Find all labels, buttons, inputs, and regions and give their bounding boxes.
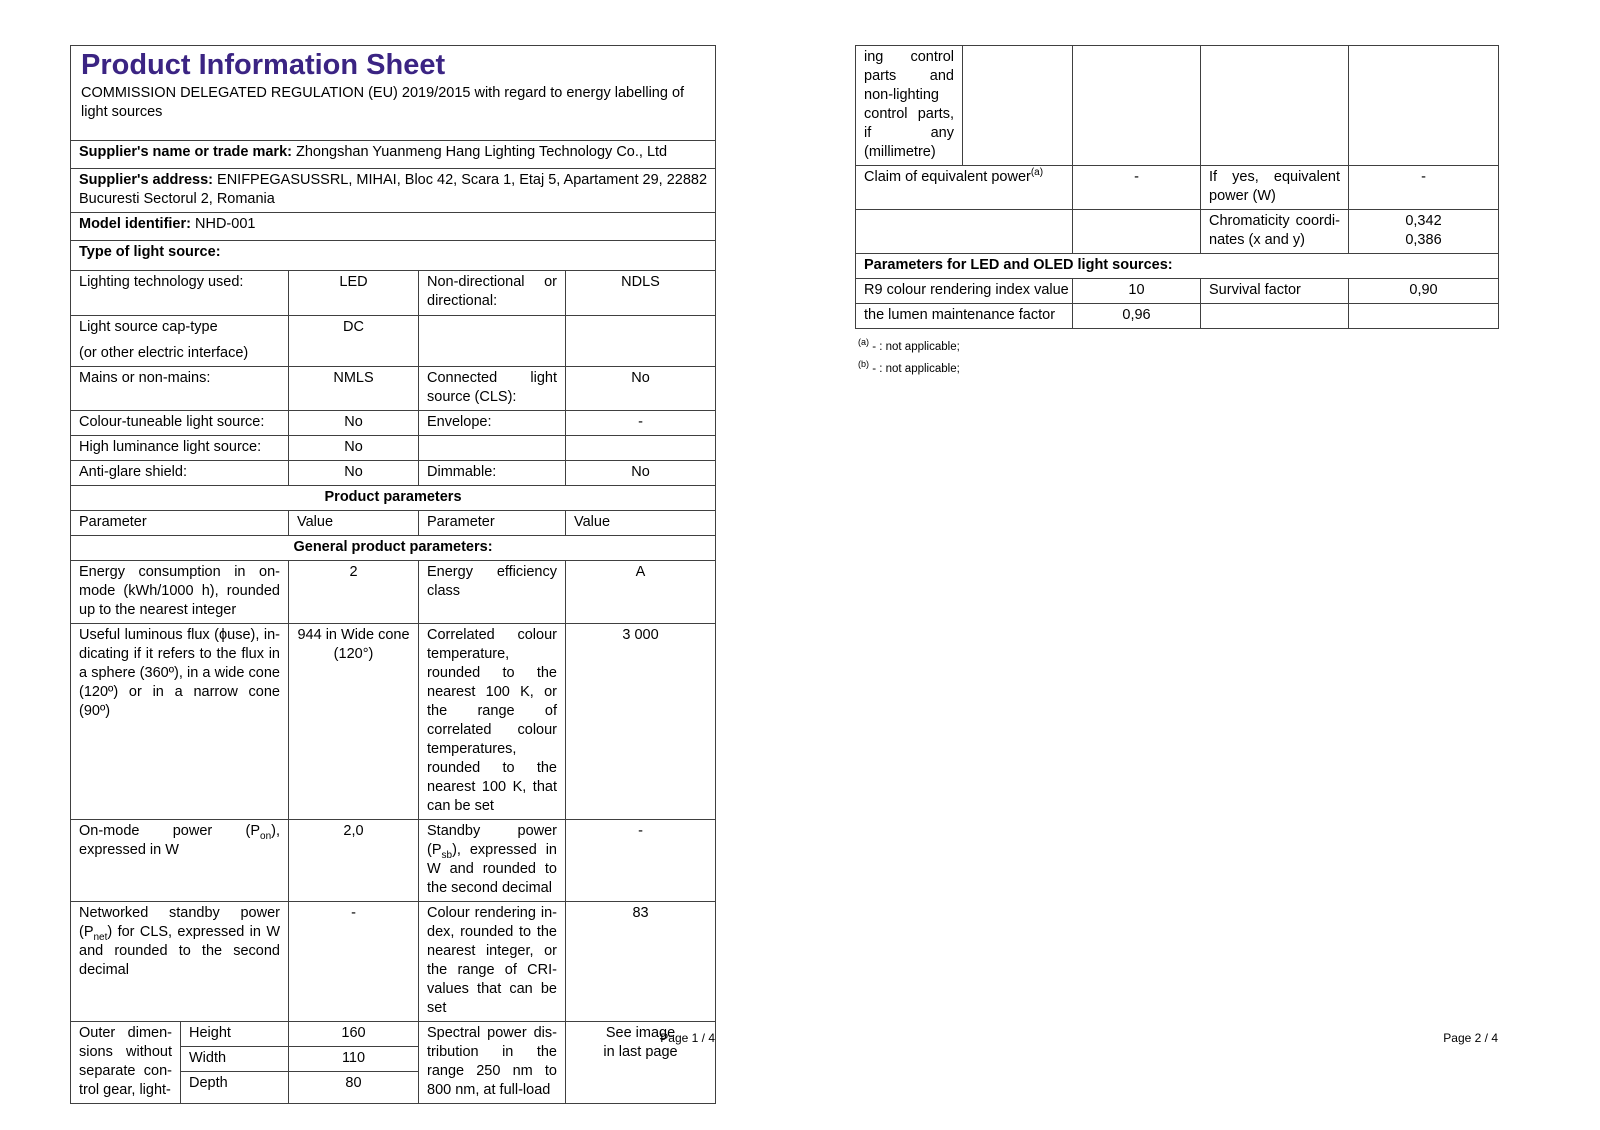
supplier-address-value: ENIFPEGASUSSRL, MIHAI, Bloc 42, Scara 1, Etaj 5, Apartament 29, 22882 Bucuresti Sectorul 2, Romania <box>79 172 708 207</box>
section-heading-row <box>856 254 1499 279</box>
value-cell-chromaticity <box>1349 210 1499 254</box>
param-cell-spectral: Spectral power distribution in the range 250 nm to 800 nm, at full-load <box>419 1022 566 1104</box>
empty-cell <box>963 46 1073 166</box>
table-row <box>71 436 716 461</box>
param-cell: Mains or non-mains: <box>71 367 289 411</box>
param-cell: Survival factor <box>1201 279 1349 304</box>
general-parameters-heading: General product parameters: <box>71 536 716 561</box>
value-cell: - <box>566 820 716 902</box>
product-info-table-page1 <box>70 45 716 1104</box>
param-cell: Dimmable: <box>419 461 566 486</box>
value-text: in last page <box>603 1044 678 1060</box>
supplier-address-label: Supplier's address: <box>79 172 213 188</box>
param-cell-outer-dimensions-continued: ing control parts and non-lighting control parts, if any (millimetre) <box>856 46 963 166</box>
empty-cell <box>566 436 716 461</box>
empty-cell <box>1349 304 1499 329</box>
value-cell: NDLS <box>566 271 716 316</box>
param-text: Networked standby power (P <box>79 905 280 940</box>
param-cell: R9 colour rendering index value <box>856 279 1073 304</box>
page-title: Product Information Sheet <box>81 49 446 81</box>
column-header: Value <box>566 511 716 536</box>
param-text: Standby power (P <box>427 823 557 858</box>
supplier-name-row <box>71 141 716 169</box>
table-row <box>71 316 716 367</box>
column-header: Parameter <box>419 511 566 536</box>
model-cell <box>71 213 716 241</box>
value-cell: 83 <box>566 902 716 1022</box>
value-cell: A <box>566 561 716 624</box>
table-row <box>71 271 716 316</box>
value-cell: 0,90 <box>1349 279 1499 304</box>
param-cell: Non-directional or directional: <box>419 271 566 316</box>
value-cell: 2 <box>289 561 419 624</box>
model-row <box>71 213 716 241</box>
param-text: ), expressed in W <box>79 823 280 858</box>
empty-cell <box>1073 46 1201 166</box>
page-2 <box>855 45 1498 380</box>
param-text: Claim of equivalent power <box>864 169 1031 185</box>
empty-cell <box>1201 304 1349 329</box>
value-cell: 3 000 <box>566 624 716 820</box>
led-oled-heading: Parameters for LED and OLED light sources: <box>856 254 1499 279</box>
dimension-value: 160 <box>289 1022 419 1047</box>
table-row <box>71 820 716 902</box>
table-row <box>71 367 716 411</box>
footnote-a <box>858 336 1498 358</box>
value-text: See image <box>605 1025 676 1041</box>
dimension-value: 80 <box>289 1072 419 1104</box>
param-text: ) for CLS, expressed in W and rounded to the second decimal <box>79 924 280 978</box>
param-cell: Energy efficiency class <box>419 561 566 624</box>
param-cell: Colour-tuneable light source: <box>71 411 289 436</box>
value-cell: DC <box>289 316 419 367</box>
param-cell-claim <box>856 166 1073 210</box>
value-cell: - <box>1073 166 1201 210</box>
supplier-address-row <box>71 169 716 213</box>
footnote-a-text: - : not applicable; <box>872 341 960 353</box>
footnote-a-marker: (a) <box>858 337 869 348</box>
title-row <box>71 46 716 141</box>
product-parameters-heading: Product parameters <box>71 486 716 511</box>
param-cell: Lighting technology used: <box>71 271 289 316</box>
value-cell: No <box>289 461 419 486</box>
dimension-label: Height <box>181 1022 289 1047</box>
footnote-b-marker: (b) <box>858 359 869 370</box>
table-row <box>856 166 1499 210</box>
param-text: ), expressed in W and rounded to the second decimal <box>427 842 557 896</box>
param-subscript: sb <box>441 849 453 861</box>
value-cell: 2,0 <box>289 820 419 902</box>
section-heading-row <box>71 486 716 511</box>
value-cell: 10 <box>1073 279 1201 304</box>
dimension-label: Depth <box>181 1072 289 1104</box>
page-number-1: Page 1 / 4 <box>660 1031 715 1045</box>
type-heading-row <box>71 241 716 271</box>
param-cell: Envelope: <box>419 411 566 436</box>
supplier-name-value: Zhongshan Yuanmeng Hang Lighting Technology Co., Ltd <box>296 144 668 160</box>
param-cell: Energy consumption in on-mode (kWh/1000 h), rounded up to the nearest integer <box>71 561 289 624</box>
column-header-row <box>71 511 716 536</box>
page-number-2: Page 2 / 4 <box>1443 1031 1498 1045</box>
param-text: On-mode power (P <box>79 823 261 839</box>
model-value: NHD-001 <box>195 216 256 232</box>
param-cell: Useful luminous flux (ϕuse), indicating if it refers to the flux in a sphere (360º), in a wide cone (120º) or in a narrow cone (90º) <box>71 624 289 820</box>
model-label: Model identifier: <box>79 216 191 232</box>
type-heading-cell: Type of light source: <box>71 241 716 271</box>
param-superscript: (a) <box>1030 167 1044 179</box>
empty-cell <box>419 436 566 461</box>
empty-cell <box>1349 46 1499 166</box>
param-text: (or other electric interface) <box>79 345 249 361</box>
empty-cell <box>1201 46 1349 166</box>
title-block <box>71 46 716 141</box>
value-text: 0,386 <box>1405 232 1442 248</box>
dimension-label: Width <box>181 1047 289 1072</box>
supplier-address-cell <box>71 169 716 213</box>
empty-cell <box>856 210 1073 254</box>
table-row <box>71 902 716 1022</box>
value-cell: No <box>566 461 716 486</box>
param-cell-outer-dimensions: Outer dimensions without separate control gear, light- <box>71 1022 181 1104</box>
param-subscript: on <box>260 830 272 842</box>
continuation-row <box>856 46 1499 166</box>
value-cell: No <box>289 411 419 436</box>
product-info-table-page2 <box>855 45 1499 329</box>
param-cell <box>71 902 289 1022</box>
value-cell: LED <box>289 271 419 316</box>
param-cell <box>419 820 566 902</box>
regulation-text: COMMISSION DELEGATED REGULATION (EU) 2019/2015 with regard to energy labelling of light sources <box>81 85 685 120</box>
value-cell: NMLS <box>289 367 419 411</box>
dimension-value: 110 <box>289 1047 419 1072</box>
empty-cell <box>566 316 716 367</box>
supplier-name-label: Supplier's name or trade mark: <box>79 144 292 160</box>
footnote-b <box>858 358 1498 380</box>
param-cell: Connected light source (CLS): <box>419 367 566 411</box>
table-row <box>71 561 716 624</box>
value-cell: - <box>1349 166 1499 210</box>
table-row <box>71 624 716 820</box>
empty-cell <box>419 316 566 367</box>
param-cell <box>71 820 289 902</box>
table-row <box>856 304 1499 329</box>
table-row <box>71 411 716 436</box>
column-header: Parameter <box>71 511 289 536</box>
param-cell <box>71 316 289 367</box>
param-cell: If yes, equivalent power (W) <box>1201 166 1349 210</box>
table-row <box>71 461 716 486</box>
footnotes <box>855 336 1498 380</box>
value-cell: No <box>289 436 419 461</box>
param-text: Light source cap-type <box>79 319 218 335</box>
footnote-b-text: - : not applicable; <box>872 363 960 375</box>
page-1 <box>70 45 715 1104</box>
param-cell: Anti-glare shield: <box>71 461 289 486</box>
value-text: 0,342 <box>1405 213 1442 229</box>
value-cell: 944 in Wide cone (120°) <box>289 624 419 820</box>
param-subscript: net <box>93 931 108 943</box>
param-cell: the lumen maintenance factor <box>856 304 1073 329</box>
param-cell: High luminance light source: <box>71 436 289 461</box>
param-cell: Correlated colour temperature, rounded to the nearest 100 K, or the range of correlated colour temperatures, rounded to the nearest 100 K, that can be set <box>419 624 566 820</box>
table-row <box>856 279 1499 304</box>
supplier-name-cell <box>71 141 716 169</box>
value-cell: - <box>289 902 419 1022</box>
value-cell: - <box>566 411 716 436</box>
section-heading-row <box>71 536 716 561</box>
value-cell: 0,96 <box>1073 304 1201 329</box>
value-cell: No <box>566 367 716 411</box>
table-row <box>856 210 1499 254</box>
column-header: Value <box>289 511 419 536</box>
param-cell: Chromaticity coordinates (x and y) <box>1201 210 1349 254</box>
empty-cell <box>1073 210 1201 254</box>
param-cell: Colour rendering index, rounded to the nearest integer, or the range of CRI-values that can be set <box>419 902 566 1022</box>
